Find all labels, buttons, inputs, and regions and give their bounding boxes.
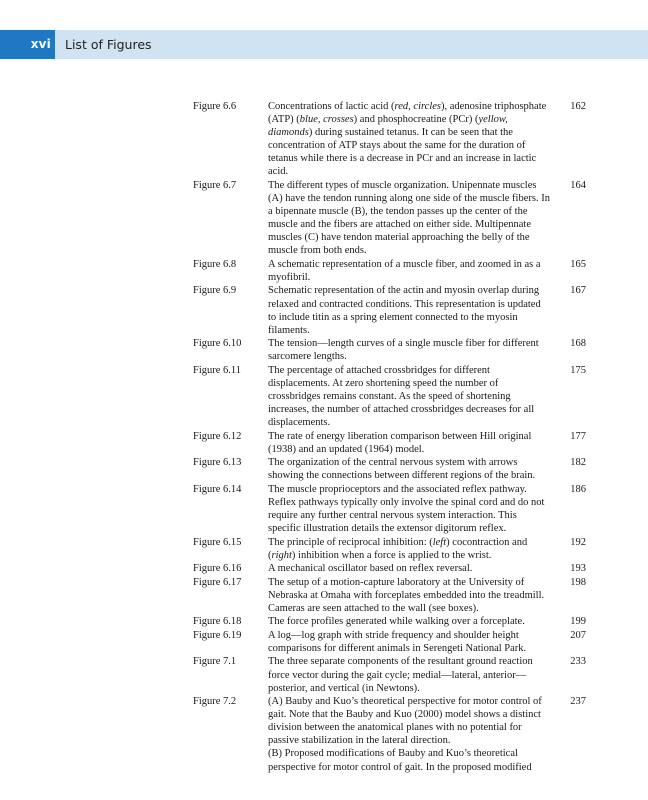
figure-label: Figure 6.19 [193,629,242,641]
figure-page-number: 198 [570,576,586,588]
figure-entry [0,536,648,562]
figure-entry [0,284,648,336]
figure-caption: Schematic representation of the actin and myosin overlap during relaxed and contracted conditions. This representation is updated to include titin as a spring element connected to the myosin filaments. [268,285,541,336]
figure-page-number: 192 [570,536,586,548]
figure-caption: The percentage of attached crossbridges for different displacements. At zero shortening speed the number of crossbridges remains constant. As the speed of shortening increases, the number of attached crossbridges decreases for all displacements. [268,364,535,429]
figure-label: Figure 7.2 [193,696,237,708]
figure-entry [0,179,648,258]
figure-label: Figure 6.8 [193,258,237,270]
figure-caption: A log—log graph with stride frequency and shoulder height comparisons for different animals in Serengeti National Park. [268,629,527,654]
figure-entry [0,258,648,284]
figure-entry [0,562,648,575]
figure-page-number: 193 [570,563,586,575]
figure-page-number: 167 [570,285,586,297]
figure-label: Figure 6.16 [193,563,242,575]
figure-label: Figure 6.9 [193,285,237,297]
figure-caption: A mechanical oscillator based on reflex reversal. [268,563,473,575]
figure-entry [0,364,648,429]
figure-page-number: 186 [570,483,586,495]
figure-label: Figure 6.12 [193,430,242,442]
figure-caption: Concentrations of lactic acid (red, circles), adenosine triphosphate (ATP) (blue, crosses) and phosphocreatine (PCr) (yellow, diamonds) during sustained tetanus. It can be seen that the concentration of ATP stays about the same for the duration of tetanus while there is a decrease in PCr and an increase in lactic acid. [268,101,547,178]
figure-caption: The three separate components of the resultant ground reaction force vector during the gait cycle; medial—lateral, anterior—posterior, and vertical (in Newtons). [268,656,533,694]
figure-page-number: 233 [570,656,586,668]
figure-caption: The tension—length curves of a single muscle fiber for different sarcomere lengths. [268,338,539,363]
figure-entry [0,629,648,655]
figure-caption: The force profiles generated while walking over a forceplate. [268,616,525,628]
figure-entry [0,337,648,363]
figure-entry [0,576,648,615]
figure-label: Figure 6.6 [193,101,237,112]
figure-page-number: 199 [570,616,586,628]
figure-entry [0,483,648,535]
figure-page-number: 237 [570,696,586,708]
figure-caption: The principle of reciprocal inhibition: (left) cocontraction and (right) inhibition when a force is applied to the wrist. [268,536,528,561]
figure-label: Figure 6.15 [193,536,242,548]
figure-page-number: 207 [570,629,586,641]
running-header [0,30,648,59]
figure-label: Figure 6.7 [193,179,237,191]
section-title: List of Figures [65,37,152,52]
figure-caption: A schematic representation of a muscle fiber, and zoomed in as a myofibril. [268,258,541,283]
page-number: xvi [0,30,55,59]
figure-entry [0,456,648,482]
figure-label: Figure 6.13 [193,457,242,469]
figure-label: Figure 7.1 [193,656,237,668]
figure-label: Figure 6.11 [193,364,242,376]
figure-label: Figure 6.10 [193,338,242,350]
figure-page-number: 175 [570,364,586,376]
figure-entry [0,100,648,179]
figure-label: Figure 6.17 [193,576,242,588]
figure-page-number: 162 [570,101,586,112]
figure-entry [0,615,648,628]
figure-caption: The muscle proprioceptors and the associated reflex pathway. Reflex pathways typically only involve the spinal cord and do not require any further central nervous system interaction. This specific illustration details the extensor digitorum reflex. [268,483,545,535]
figure-caption: The rate of energy liberation comparison between Hill original (1938) and an updated (1964) model. [268,430,532,455]
figure-page-number: 177 [570,430,586,442]
figure-label: Figure 6.14 [193,483,242,495]
figure-caption: The different types of muscle organization. Unipennate muscles (A) have the tendon running along one side of the muscle fibers. In a bipennate muscle (B), the tendon passes up the center of the muscle and the fibers are attached on either side. Multipennate muscles (C) have tendon material approaching the belly of the muscle from both ends. [268,179,550,257]
figure-label: Figure 6.18 [193,616,242,628]
figure-page-number: 168 [570,338,586,350]
figure-entry [0,695,648,774]
figure-caption: The organization of the central nervous system with arrows showing the connections between different regions of the brain. [268,457,536,482]
figure-page-number: 165 [570,258,586,270]
figure-entry [0,430,648,456]
figure-page-number: 164 [570,179,586,191]
figure-caption: (A) Bauby and Kuo’s theoretical perspective for motor control of gait. Note that the Bauby and Kuo (2000) model shows a distinct division between the anatomical planes with no potential for passive stabilization in the lateral direction. (B) Proposed modifications of Bauby and Kuo’s theoretical perspective for motor control of gait. In the proposed modified [268,696,542,773]
figure-caption: The setup of a motion-capture laboratory at the University of Nebraska at Omaha with forceplates embedded into the treadmill. Cameras are seen attached to the wall (see boxes). [268,576,545,614]
figure-page-number: 182 [570,457,586,469]
figure-entry [0,655,648,694]
figure-list [0,100,648,774]
